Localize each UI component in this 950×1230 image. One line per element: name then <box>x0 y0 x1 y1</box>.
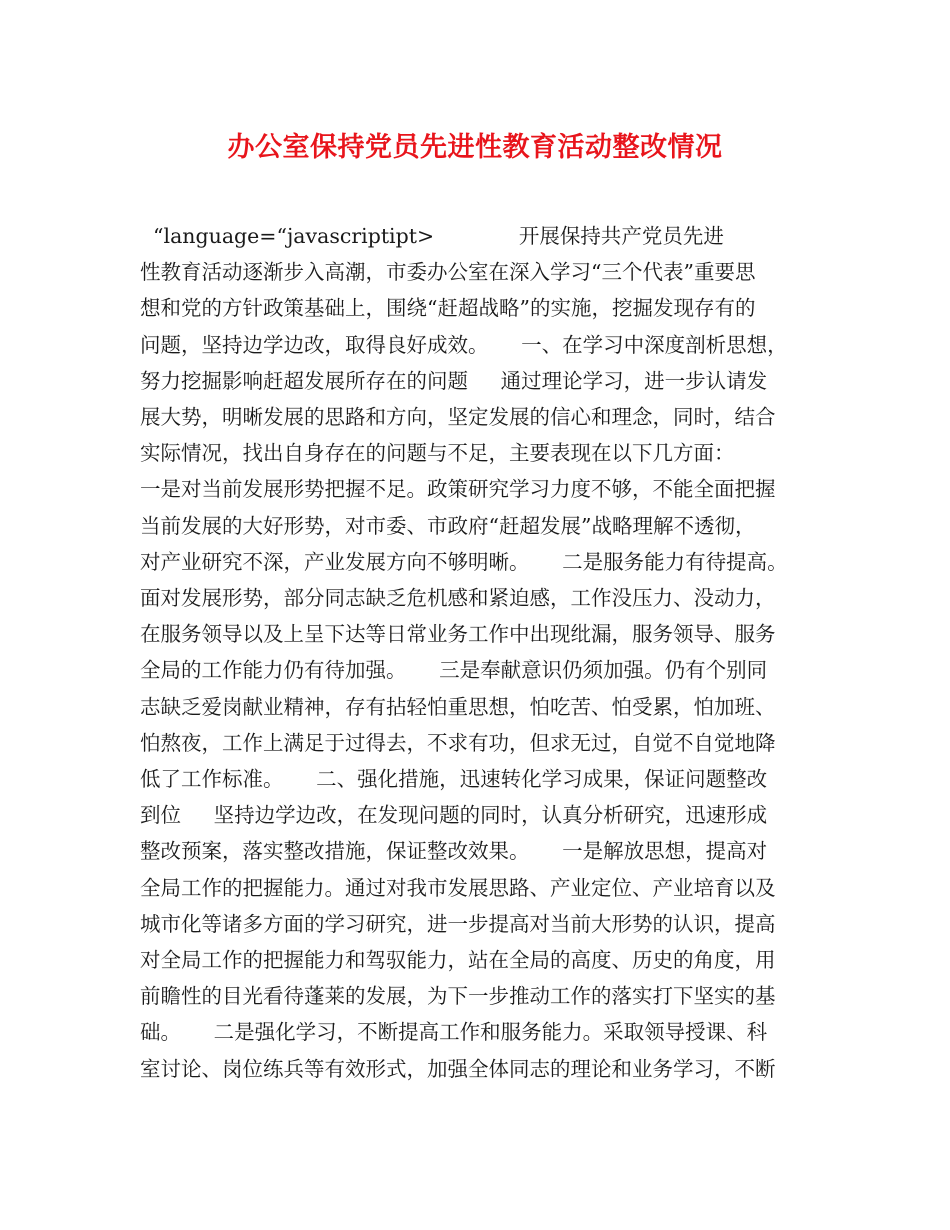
body-line: 低了工作标准。 二、强化措施，迅速转化学习成果，保证问题整改 <box>140 767 768 792</box>
body-line: 努力挖掘影响赶超发展所存在的问题 通过理论学习，进一步认请发 <box>140 368 768 393</box>
body-line: 展大势，明晰发展的思路和方向，坚定发展的信心和理念，同时，结合 <box>140 405 776 430</box>
body-line: “language=“javascriptipt> 开展保持共产党员先进 <box>140 224 724 248</box>
body-line: 一是对当前发展形势把握不足。政策研究学习力度不够，不能全面把握 <box>140 477 776 502</box>
body-line: 实际情况，找出自身存在的问题与不足，主要表现在以下几方面： <box>140 441 735 466</box>
body-line: 城市化等诸多方面的学习研究，进一步提高对当前大形势的认识，提高 <box>140 911 776 936</box>
body-line: 志缺乏爱岗献业精神，存有拈轻怕重思想，怕吃苦、怕受累，怕加班、 <box>140 694 776 719</box>
body-line: 性教育活动逐渐步入高潮，市委办公室在深入学习“三个代表”重要思 <box>140 260 756 285</box>
body-line: 到位 坚持边学边改，在发现问题的同时，认真分析研究，迅速形成 <box>140 803 768 828</box>
body-line: 在服务领导以及上呈下达等日常业务工作中出现纰漏，服务领导、服务 <box>140 622 776 647</box>
body-line: 对全局工作的把握能力和驾驭能力，站在全局的高度、历史的角度，用 <box>140 948 776 973</box>
body-line: 整改预案，落实整改措施，保证整改效果。 一是解放思想，提高对 <box>140 839 768 864</box>
body-line: 面对发展形势，部分同志缺乏危机感和紧迫感，工作没压力、没动力， <box>140 586 776 611</box>
body-line: 前瞻性的目光看待蓬莱的发展，为下一步推动工作的落实打下坚实的基 <box>140 984 776 1009</box>
body-line: 全局的工作能力仍有待加强。 三是奉献意识仍须加强。仍有个别同 <box>140 658 768 683</box>
document-title: 办公室保持党员先进性教育活动整改情况 <box>227 132 723 163</box>
body-line: 想和党的方针政策基础上，围绕“赶超战略”的实施，挖掘发现存有的 <box>140 296 756 321</box>
document-body <box>140 218 830 1087</box>
body-line: 问题，坚持边学边改，取得良好成效。 一、在学习中深度剖析思想， <box>140 332 788 357</box>
body-line: 当前发展的大好形势，对市委、市政府“赶超发展”战略理解不透彻， <box>140 513 756 538</box>
body-line: 全局工作的把握能力。通过对我市发展思路、产业定位、产业培育以及 <box>140 875 776 900</box>
body-line: 室讨论、岗位练兵等有效形式，加强全体同志的理论和业务学习，不断 <box>140 1056 776 1081</box>
body-line: 对产业研究不深，产业发展方向不够明晰。 二是服务能力有待提高。 <box>140 549 788 574</box>
body-line: 础。 二是强化学习，不断提高工作和服务能力。采取领导授课、科 <box>140 1020 768 1045</box>
body-line: 怕熬夜，工作上满足于过得去，不求有功，但求无过，自觉不自觉地降 <box>140 730 776 755</box>
